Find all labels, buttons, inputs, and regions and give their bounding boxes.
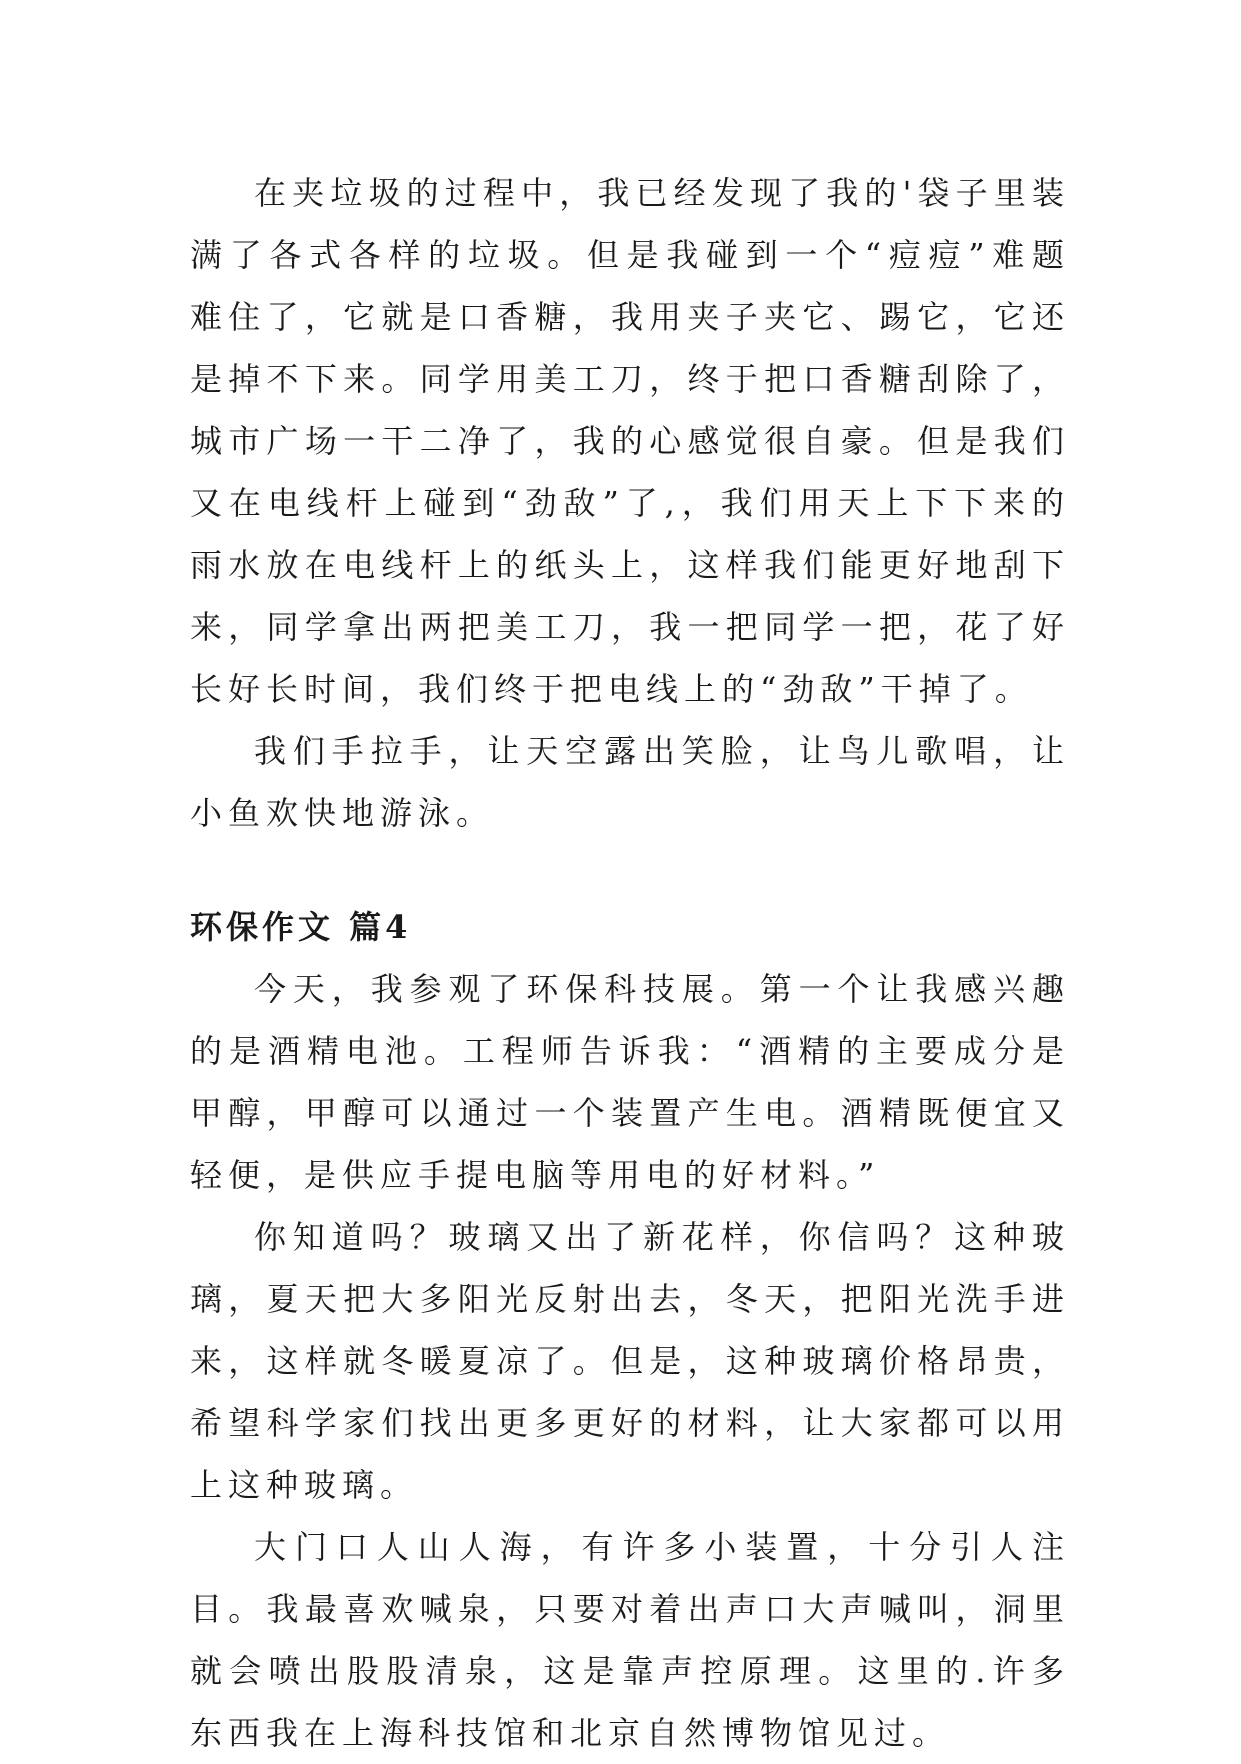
paragraph-alcohol-battery: 今天，我参观了环保科技展。第一个让我感兴趣的是酒精电池。工程师告诉我：“酒精的主要成分是甲醇，甲醇可以通过一个装置产生电。酒精既便宜又轻便，是供应手提电脑等用电的好材料。” <box>190 970 1070 1194</box>
paragraph-shouting-fountain: 大门口人山人海，有许多小装置，十分引人注目。我最喜欢喊泉，只要对着出声口大声喊叫，洞里就会喷出股股清泉，这是靠声控原理。这里的.许多东西我在上海科技馆和北京自然博物馆见过。 <box>190 1528 1070 1752</box>
paragraph-trash-picking: 在夹垃圾的过程中，我已经发现了我的'袋子里装满了各式各样的垃圾。但是我碰到一个“痘痘”难题难住了，它就是口香糖，我用夹子夹它、踢它，它还是掉不下来。同学用美工刀，终于把口香糖刮除了，城市广场一干二净了，我的心感觉很自豪。但是我们又在电线杆上碰到“劲敌”了,，我们用天上下下来的雨水放在电线杆上的纸头上，这样我们能更好地刮下来，同学拿出两把美工刀，我一把同学一把，花了好长好长时间，我们终于把电线上的“劲敌”干掉了。 <box>190 174 1070 708</box>
paragraph-smart-glass: 你知道吗？玻璃又出了新花样，你信吗？这种玻璃，夏天把大多阳光反射出去，冬天，把阳光洗手进来，这样就冬暖夏凉了。但是，这种玻璃价格昂贵，希望科学家们找出更多更好的材料，让大家都可以用上这种玻璃。 <box>190 1218 1070 1504</box>
paragraph-hand-in-hand: 我们手拉手，让天空露出笑脸，让鸟儿歌唱，让小鱼欢快地游泳。 <box>190 732 1070 832</box>
document-body <box>190 162 1070 1764</box>
section-heading: 环保作文 篇4 <box>190 908 412 946</box>
